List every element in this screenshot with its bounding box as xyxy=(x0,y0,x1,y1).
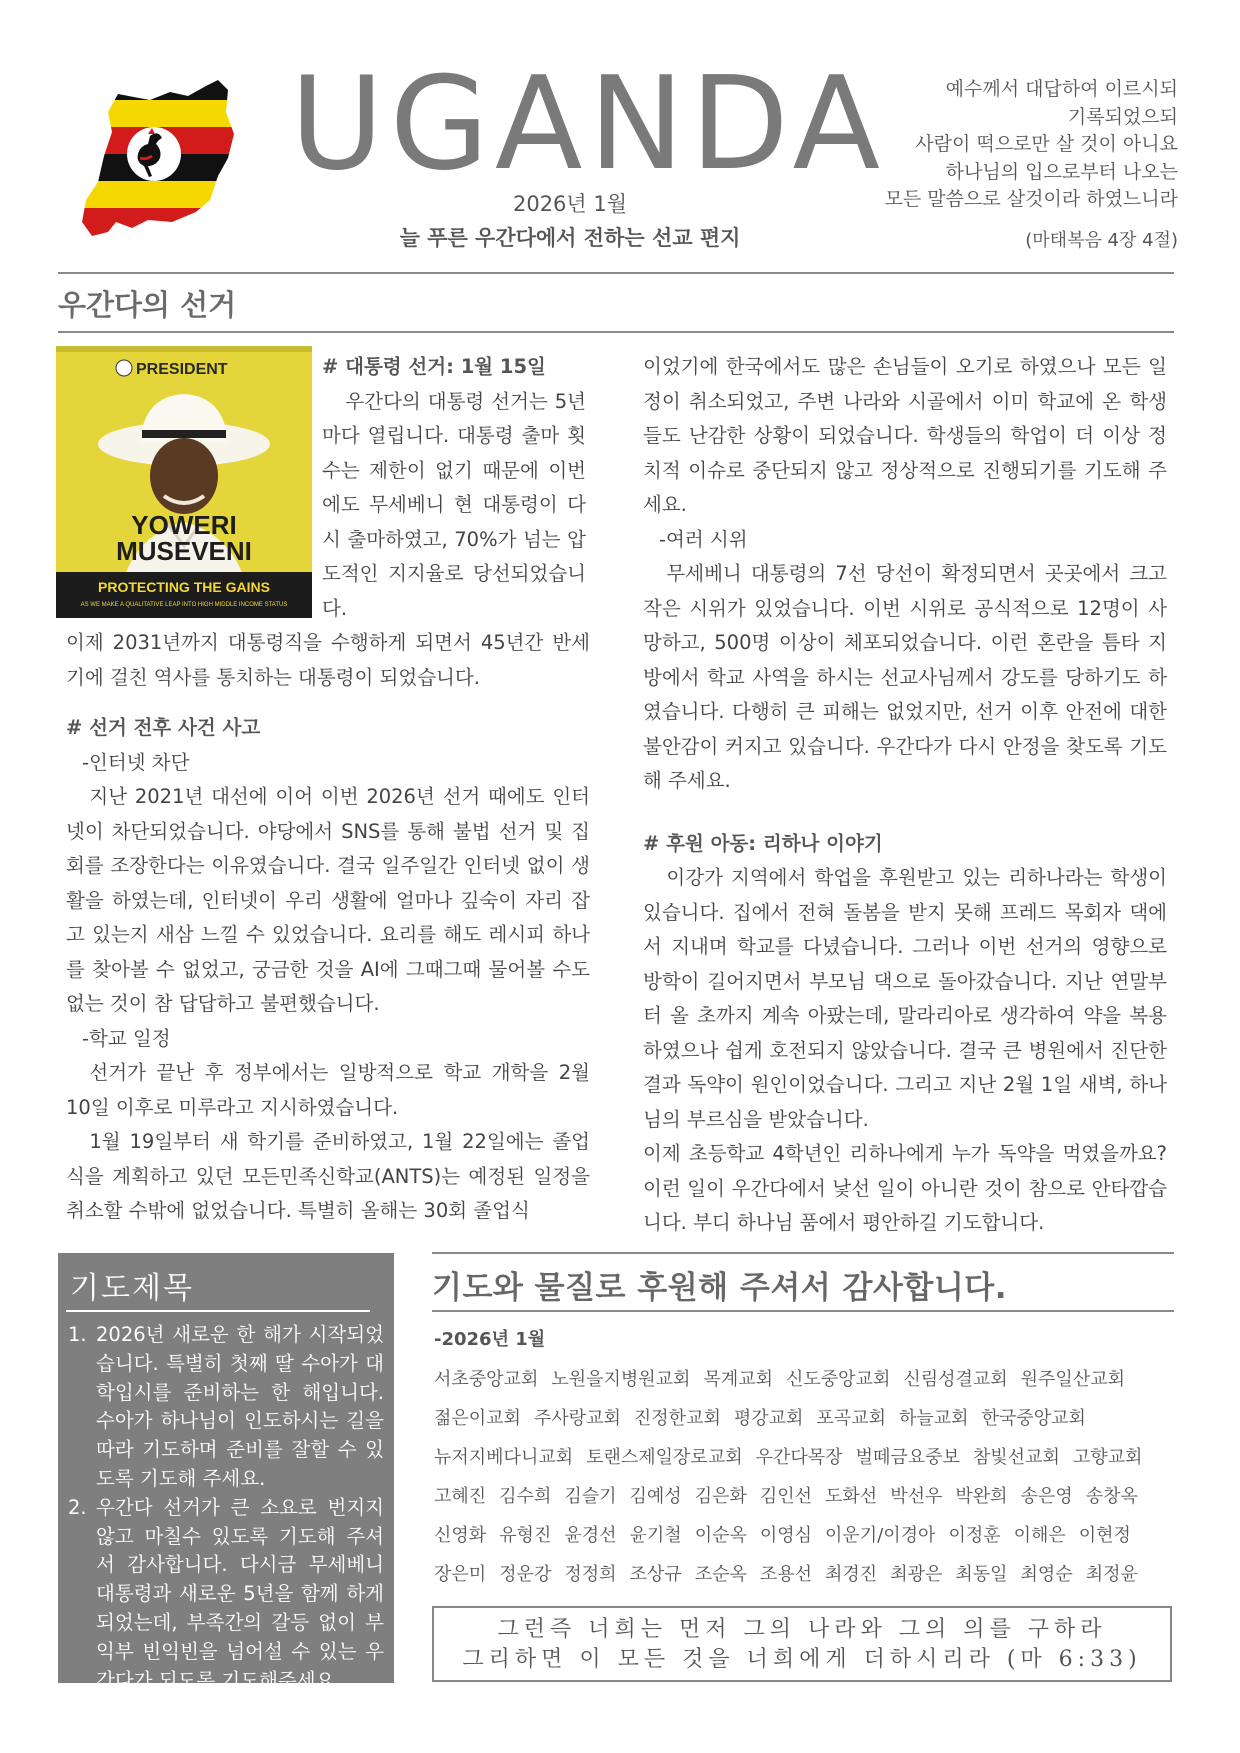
supporter-name: 김수희 xyxy=(499,1486,552,1507)
subheading-protests: -여러 시위 xyxy=(659,527,748,551)
paragraph: 이강가 지역에서 학업을 후원받고 있는 리하나라는 학생이 있습니다. 집에서 전혀 돌봄을 받지 못해 프레드 목회자 댁에서 지내며 학교를 다녔습니다. 그러나 이번 선거의 영향으로 방학이 길어지면서 부모님 댁으로 돌아갔습니다. 지난 연말부터 올 초까지 계속 아팠는데, 말라리아로 생각하여 약을 복용하였으나 쉽게 호전되지 않았습니다. 결국 큰 병원에서 진단한 결과 독약이 원인이었습니다. 그리고 지난 2월 1일 새벽, 하나님의 부르심을 받았습니다. xyxy=(643,866,1167,1131)
supporter-row xyxy=(434,1555,1174,1594)
subheading-internet: -인터넷 차단 xyxy=(82,750,190,774)
thanks-month: -2026년 1월 xyxy=(434,1329,546,1350)
supporter-name: 이순옥 xyxy=(694,1525,747,1546)
verse-line: 기록되었으되 xyxy=(1067,105,1178,128)
supporter-row xyxy=(434,1477,1174,1516)
verse-reference: (마태복음 4장 4절) xyxy=(1025,230,1178,251)
verse-line: 예수께서 대답하여 이르시되 xyxy=(945,78,1178,100)
section-title: 우간다의 선거 xyxy=(58,288,237,322)
thanks-top-divider xyxy=(432,1252,1174,1254)
paragraph: 1월 19일부터 새 학기를 준비하였고, 1월 22일에는 졸업식을 계획하고 있던 모든민족신학교(ANTS)는 예정된 일정을 취소할 수밖에 없었습니다. 특별히 올해는 30회 졸업식 xyxy=(66,1130,590,1222)
article-column-left xyxy=(66,626,590,1229)
supporter-name: 정운강 xyxy=(499,1564,552,1585)
prayer-item-text: 2026년 새로운 한 해가 시작되었습니다. 특별히 첫째 딸 수아가 대학입시를 준비하는 한 해입니다. 수아가 하나님이 인도하시는 길을 따라 기도하며 준비를 잘할 수 있도록 기도해 주세요. xyxy=(96,1323,384,1490)
paragraph: 우간다의 대통령 선거는 5년마다 열립니다. 대통령 출마 횟수는 제한이 없기 때문에 이번에도 무세베니 현 대통령이 다시 출마하였고, 70%가 넘는 압도적인 지지율로 당선되었습니다. xyxy=(322,389,586,620)
supporter-name: 평강교회 xyxy=(733,1408,804,1429)
verse-line: 하나님의 입으로부터 나오는 xyxy=(945,160,1178,183)
supporter-name: 포곡교회 xyxy=(816,1408,886,1429)
supporter-name: 장은미 xyxy=(434,1564,487,1585)
supporter-name: 김슬기 xyxy=(564,1486,617,1507)
supporter-name: 윤기철 xyxy=(629,1525,682,1546)
heading-election: # 대통령 선거: 1월 15일 xyxy=(322,355,546,378)
supporter-name: 김인선 xyxy=(759,1486,813,1507)
supporter-name: 최동일 xyxy=(955,1564,1008,1585)
verse-line: 모든 말씀으로 살것이라 하였느니라 xyxy=(884,188,1178,210)
supporter-name: 우간다목장 xyxy=(755,1447,843,1468)
supporter-name: 신영화 xyxy=(434,1525,487,1546)
thanks-title: 기도와 물질로 후원해 주셔서 감사합니다. xyxy=(432,1270,1008,1306)
prayer-item xyxy=(68,1321,384,1494)
supporter-name: 최정윤 xyxy=(1085,1564,1138,1585)
uganda-flag-map xyxy=(78,72,248,242)
subheading-school: -학교 일정 xyxy=(82,1026,171,1050)
supporter-name: 최영순 xyxy=(1020,1564,1073,1585)
supporter-name: 최광은 xyxy=(890,1564,943,1585)
supporter-name: 이영심 xyxy=(759,1525,813,1546)
paragraph: 선거가 끝난 후 정부에서는 일방적으로 학교 개학을 2월 10일 이후로 미루라고 지시하였습니다. xyxy=(66,1061,590,1119)
supporter-name: 조용선 xyxy=(759,1564,813,1585)
supporter-name: 목계교회 xyxy=(703,1369,773,1390)
supporter-name: 조순옥 xyxy=(694,1564,747,1585)
supporter-name: 원주일산교회 xyxy=(1020,1369,1125,1390)
section-divider xyxy=(58,331,1174,333)
paragraph: 이었기에 한국에서도 많은 손님들이 오기로 하였으나 모든 일정이 취소되었고, 주변 나라와 시골에서 이미 학교에 온 학생들도 난감한 상황이 되었습니다. 학생들의 학업이 더 이상 정치적 이슈로 중단되지 않고 정상적으로 진행되기를 기도해 주세요. xyxy=(643,355,1167,516)
heading-incidents: # 선거 전후 사건 사고 xyxy=(66,716,261,739)
supporter-name: 이해은 xyxy=(1013,1525,1066,1546)
header-verse xyxy=(838,76,1178,214)
paragraph: 이제 2031년까지 대통령직을 수행하게 되면서 45년간 반세기에 걸친 역사를 통치하는 대통령이 되었습니다. xyxy=(66,631,590,689)
prayer-title: 기도제목 xyxy=(70,1271,194,1306)
header-divider xyxy=(58,272,1174,274)
paragraph: 이제 초등학교 4학년인 리하나에게 누가 독약을 먹였을까요? 이런 일이 우간다에서 낯선 일이 아니란 것이 참으로 안타깝습니다. 부디 하나님 품에서 평안하길 기도합니다. xyxy=(643,1142,1167,1234)
heading-sponsored-child: # 후원 아동: 리하나 이야기 xyxy=(643,831,883,855)
supporter-name: 도화선 xyxy=(825,1486,878,1507)
thanks-divider xyxy=(432,1310,1174,1312)
supporter-name: 한국중앙교회 xyxy=(981,1408,1086,1429)
supporter-row xyxy=(434,1360,1174,1399)
supporter-name: 뉴저지베다니교회 xyxy=(434,1447,574,1468)
supporter-name: 하늘교회 xyxy=(898,1408,969,1429)
supporter-name: 신도중앙교회 xyxy=(786,1369,891,1390)
paragraph: 무세베니 대통령의 7선 당선이 확정되면서 곳곳에서 크고 작은 시위가 있었습니다. 이번 시위로 공식적으로 12명이 사망하고, 500명 이상이 체포되었습니다. 이런 혼란을 틈타 지방에서 학교 사역을 하시는 선교사님께서 강도를 당하기도 하였습니다. 다행히 큰 피해는 없었지만, 선거 이후 안전에 대한 불안감이 커지고 있습니다. 우간다가 다시 안정을 찾도록 기도해 주세요. xyxy=(643,562,1167,792)
supporter-name: 토랜스제일장로교회 xyxy=(586,1447,743,1468)
prayer-requests-box xyxy=(58,1253,394,1692)
supporter-name: 이운기/이경아 xyxy=(825,1525,936,1546)
supporter-name: 고향교회 xyxy=(1072,1447,1143,1468)
supporter-name: 벌떼금요중보 xyxy=(855,1447,960,1468)
supporter-name: 주사랑교회 xyxy=(533,1408,621,1429)
prayer-item-text: 우간다 선거가 큰 소요로 번지지 않고 마칠수 있도록 기도해 주셔서 감사합니다. 다시금 무세베니 대통령과 새로운 5년을 함께 하게 되었는데, 부족간의 갈등 없이 부익부 빈익빈을 넘어설 수 있는 우간다가 되도록 기도해주세요. xyxy=(96,1495,384,1692)
supporter-name: 진정한교회 xyxy=(633,1408,721,1429)
supporter-name: 송은영 xyxy=(1020,1486,1073,1507)
closing-verse-line: 그리하면 이 모든 것을 너희에게 더하시리라 (마 6:33) xyxy=(462,1647,1142,1672)
prayer-divider xyxy=(66,1310,370,1312)
supporter-name: 유형진 xyxy=(499,1525,552,1546)
closing-verse-box xyxy=(432,1606,1172,1682)
newsletter-title: UGANDA xyxy=(290,50,887,199)
supporter-name: 김예성 xyxy=(629,1486,682,1507)
article-column-left-top xyxy=(322,350,586,626)
paragraph: 지난 2021년 대선에 이어 이번 2026년 선거 때에도 인터넷이 차단되었습니다. 야당에서 SNS를 통해 불법 선거 및 집회를 조장한다는 이유였습니다. 결국 일주일간 인터넷 없이 생활을 하였는데, 인터넷이 우리 생활에 얼마나 깊숙이 자리 잡고 있는지 새삼 느낄 수 있었습니다. 요리를 해도 레시피 하나를 찾아볼 수 없었고, 궁금한 것을 AI에 그때그때 물어볼 수도 없는 것이 참 답답하고 불편했습니다. xyxy=(66,785,590,1015)
supporter-name: 이현정 xyxy=(1078,1525,1131,1546)
poster-name-line1: YOWERI xyxy=(131,510,237,540)
supporter-name: 김은화 xyxy=(694,1486,747,1507)
prayer-item xyxy=(68,1494,384,1696)
supporter-name: 고혜진 xyxy=(434,1486,487,1507)
prayer-list xyxy=(66,1321,384,1695)
supporter-name: 정정희 xyxy=(564,1564,617,1585)
supporter-name: 노원을지병원교회 xyxy=(551,1369,691,1390)
issue-date: 2026년 1월 xyxy=(512,192,628,216)
newsletter-subtitle: 늘 푸른 우간다에서 전하는 선교 편지 xyxy=(399,226,741,250)
supporter-row xyxy=(434,1399,1174,1438)
supporter-row xyxy=(434,1516,1174,1555)
supporter-list xyxy=(434,1360,1174,1594)
supporter-name: 이정훈 xyxy=(948,1525,1001,1546)
supporter-name: 젊은이교회 xyxy=(434,1408,521,1429)
supporter-name: 조상규 xyxy=(629,1564,682,1585)
supporter-name: 서초중앙교회 xyxy=(434,1369,539,1390)
poster-slogan: PROTECTING THE GAINS xyxy=(98,579,270,595)
poster-name-line2: MUSEVENI xyxy=(116,536,252,566)
poster-badge: PRESIDENT xyxy=(136,361,228,378)
supporter-name: 참빛선교회 xyxy=(972,1447,1060,1468)
supporter-name: 박완희 xyxy=(955,1486,1008,1507)
supporter-name: 최경진 xyxy=(825,1564,878,1585)
closing-verse-line: 그런즉 너희는 먼저 그의 나라와 그의 의를 구하라 xyxy=(497,1617,1107,1642)
supporter-name: 송창옥 xyxy=(1085,1486,1138,1507)
supporter-row xyxy=(434,1438,1174,1477)
supporter-name: 윤경선 xyxy=(564,1525,617,1546)
article-column-right xyxy=(643,350,1167,1241)
poster-slogan-sub: AS WE MAKE A QUALITATIVE LEAP INTO HIGH MIDDLE INCOME STATUS xyxy=(80,602,288,608)
campaign-poster-photo xyxy=(56,346,312,618)
supporter-name: 박선우 xyxy=(890,1486,943,1507)
prayer-item-number: 2. xyxy=(68,1495,87,1519)
supporter-name: 신림성결교회 xyxy=(903,1369,1008,1390)
verse-line: 사람이 떡으로만 살 것이 아니요 xyxy=(915,133,1178,155)
prayer-item-number: 1. xyxy=(68,1323,87,1346)
